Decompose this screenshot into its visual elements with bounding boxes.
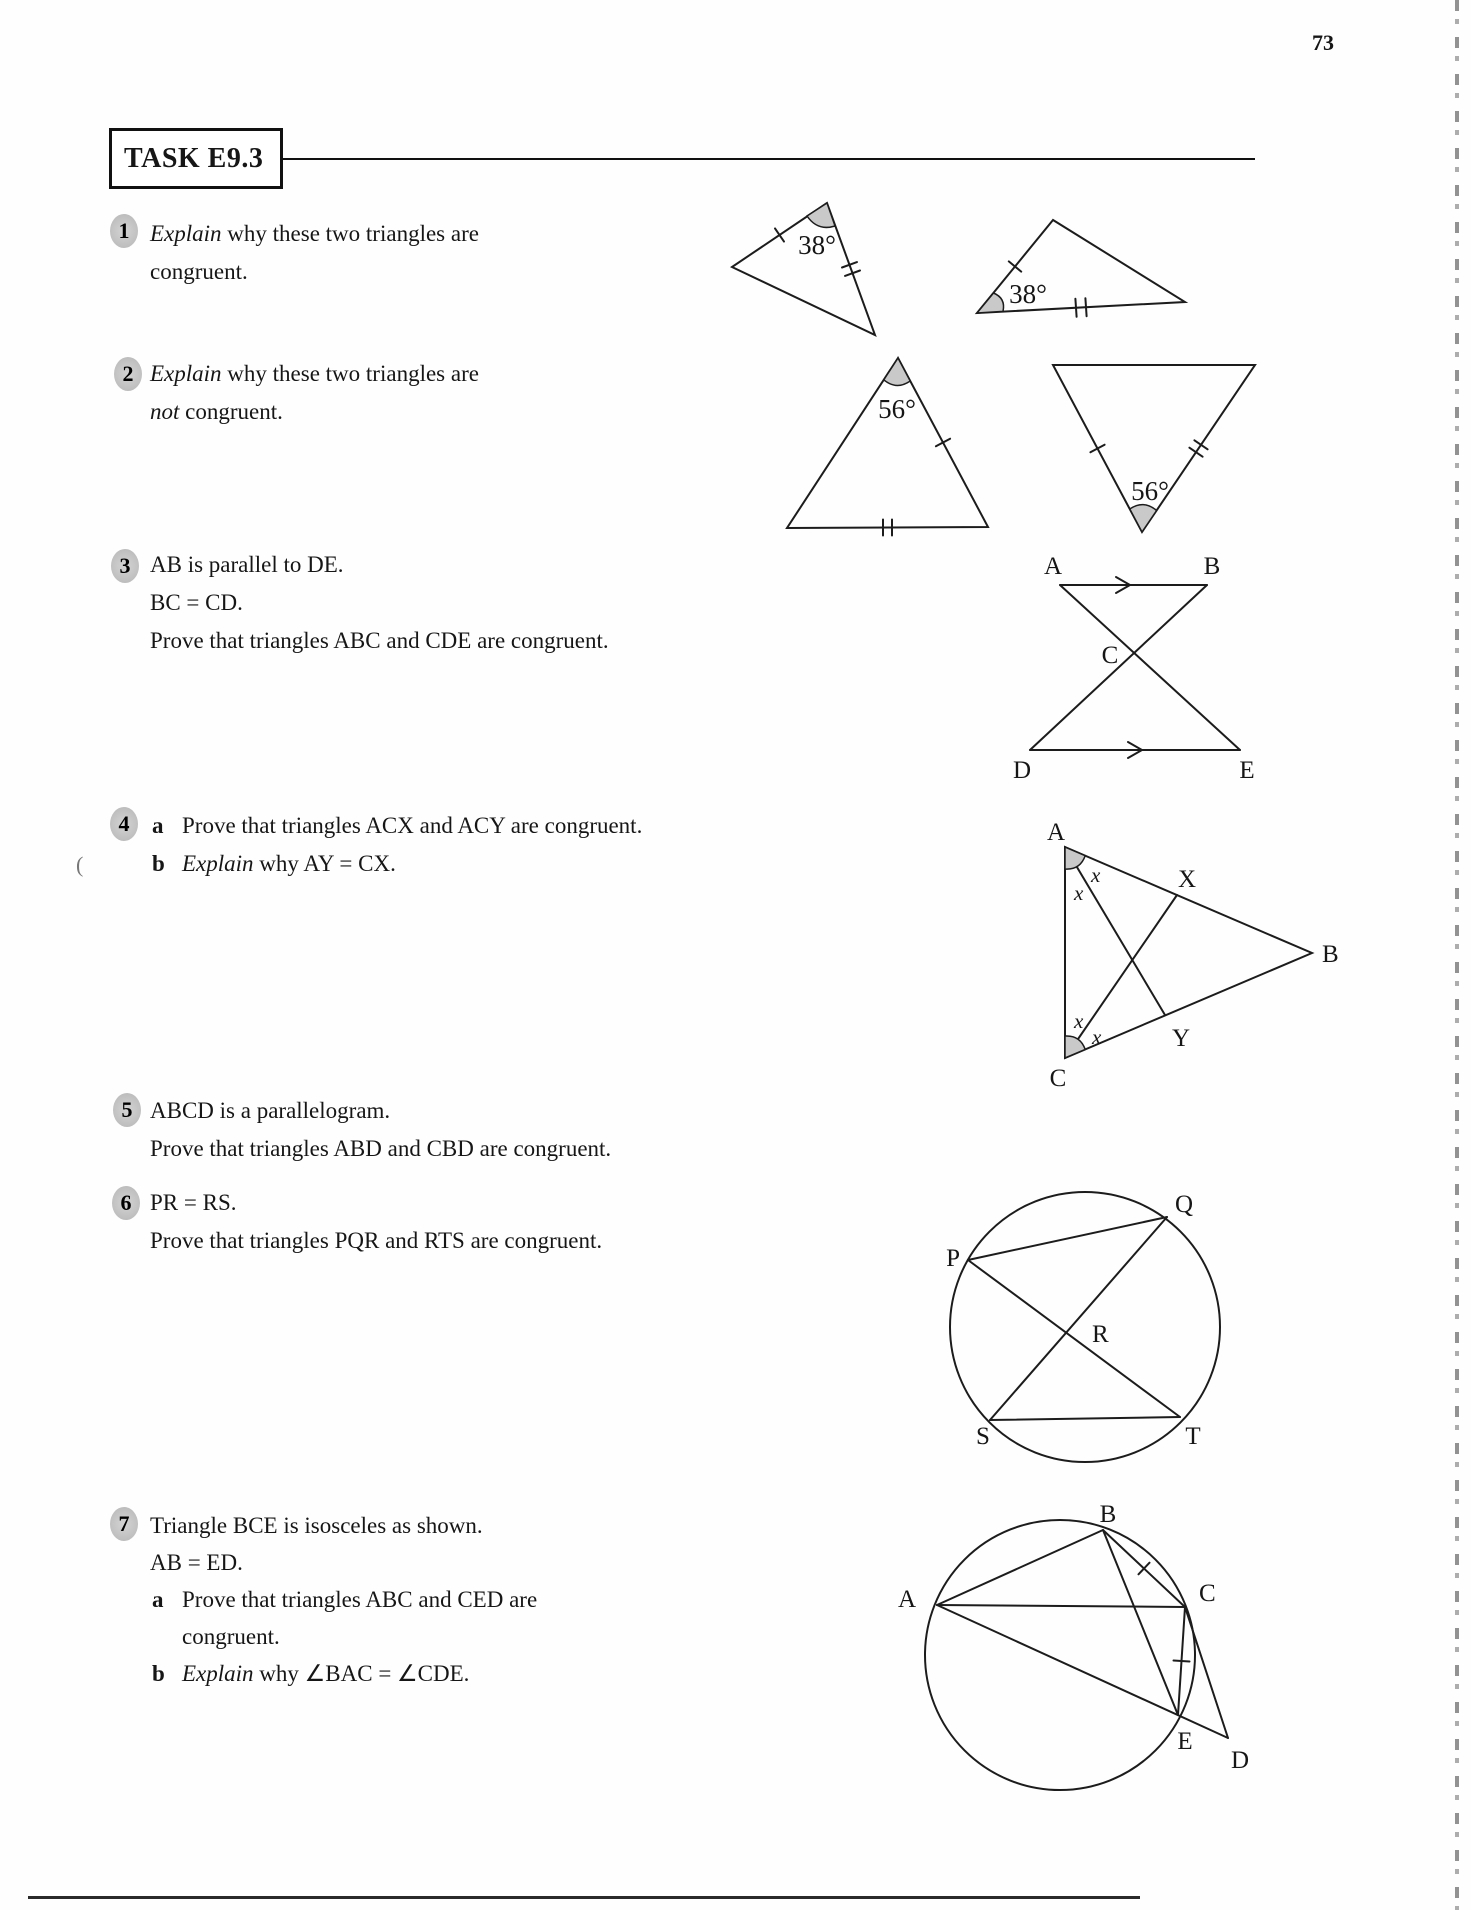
question-1-badge bbox=[110, 214, 138, 248]
point-label-X: X bbox=[1177, 866, 1197, 893]
question-7-number: 7 bbox=[118, 1511, 130, 1536]
scan-artifact-right-edge bbox=[1455, 0, 1459, 1910]
point-label-P: P bbox=[946, 1245, 960, 1272]
point-label-R: R bbox=[1092, 1321, 1109, 1348]
question-4-number: 4 bbox=[118, 811, 130, 836]
triangle-1-outline bbox=[732, 203, 875, 335]
angle-label-56-left: 56° bbox=[878, 394, 916, 424]
tick-mark bbox=[1174, 1661, 1190, 1662]
question-2-rest: why these two triangles are bbox=[221, 361, 479, 386]
question-5-line-1: ABCD is a parallelogram. bbox=[150, 1098, 391, 1123]
item-b-rest: why AY = CX. bbox=[253, 851, 396, 876]
figure-q1-triangles bbox=[590, 160, 1210, 345]
angle-x-label-1: x bbox=[1091, 863, 1101, 887]
task-title-box bbox=[109, 128, 283, 189]
segment-AY bbox=[1065, 847, 1165, 1015]
question-7-item-a bbox=[152, 1586, 537, 1614]
question-2-line-2 bbox=[150, 398, 283, 426]
question-3-line-1: AB is parallel to DE. bbox=[150, 552, 344, 577]
item-a-label: a bbox=[152, 1587, 164, 1612]
tick-mark bbox=[1090, 445, 1104, 453]
question-3-number: 3 bbox=[119, 553, 131, 578]
segment-AB bbox=[937, 1530, 1103, 1605]
figure-q7-circle bbox=[895, 1495, 1280, 1815]
scan-artifact-bottom-line bbox=[28, 1896, 1140, 1899]
chord-QS bbox=[990, 1217, 1167, 1420]
task-title: TASK E9.3 bbox=[124, 142, 264, 174]
vertex-label-B: B bbox=[1203, 553, 1221, 580]
tick-mark bbox=[1085, 298, 1086, 316]
question-2-number: 2 bbox=[122, 361, 134, 386]
question-2-badge bbox=[114, 357, 142, 391]
question-2-line2-rest: congruent. bbox=[179, 399, 283, 424]
segment-AC bbox=[937, 1605, 1185, 1607]
tick-mark bbox=[1009, 261, 1021, 271]
circle-outline bbox=[950, 1192, 1220, 1462]
question-5-line-2: Prove that triangles ABD and CBD are congruent. bbox=[150, 1136, 612, 1161]
segment-BE bbox=[1103, 1530, 1178, 1715]
item-b-rest: why ∠BAC = ∠CDE. bbox=[253, 1661, 470, 1686]
question-7-badge bbox=[110, 1507, 138, 1541]
angle-x-label-3: x bbox=[1074, 1009, 1084, 1033]
vertex-label-C: C bbox=[1101, 642, 1119, 669]
figure-q3-parallel-lines bbox=[1010, 550, 1270, 790]
item-a-label: a bbox=[152, 813, 164, 838]
vertex-label-D: D bbox=[1012, 757, 1032, 784]
angle-label-56-right: 56° bbox=[1131, 476, 1169, 506]
item-b-italic: Explain bbox=[182, 851, 254, 876]
vertex-label-E: E bbox=[1177, 1728, 1193, 1755]
item-b-label: b bbox=[152, 1661, 165, 1686]
question-1-number: 1 bbox=[118, 218, 130, 243]
page-number: 73 bbox=[1312, 30, 1334, 55]
vertex-label-B: B bbox=[1322, 941, 1339, 968]
question-7-item-a-cont: congruent. bbox=[182, 1624, 280, 1649]
question-5-badge bbox=[113, 1093, 141, 1127]
question-1-rest: why these two triangles are bbox=[221, 221, 479, 246]
item-a-text-1: Prove that triangles ABC and CED are bbox=[182, 1587, 538, 1612]
angle-x-label-2: x bbox=[1074, 881, 1084, 905]
tick-mark bbox=[1075, 299, 1076, 317]
vertex-label-A: A bbox=[897, 1586, 916, 1613]
chord-PT bbox=[968, 1260, 1180, 1417]
point-label-S: S bbox=[976, 1423, 990, 1450]
question-2-italic: Explain bbox=[150, 361, 222, 386]
vertex-label-B: B bbox=[1099, 1501, 1117, 1528]
figure-q6-circle bbox=[920, 1185, 1250, 1505]
item-a-text: Prove that triangles ACX and ACY are congruent. bbox=[182, 813, 643, 838]
question-3-line-2: BC = CD. bbox=[150, 590, 243, 615]
question-3-line-3: Prove that triangles ABC and CDE are congruent. bbox=[150, 628, 609, 653]
question-3-badge bbox=[111, 549, 139, 583]
triangle-2-outline bbox=[1053, 365, 1255, 532]
point-label-Q: Q bbox=[1174, 1191, 1194, 1218]
segment-BD bbox=[1030, 585, 1207, 750]
vertex-label-A: A bbox=[1043, 553, 1063, 580]
question-6-number: 6 bbox=[120, 1190, 132, 1215]
angle-label-38-right: 38° bbox=[1009, 279, 1047, 309]
question-4-badge bbox=[110, 807, 138, 841]
question-6-line-1: PR = RS. bbox=[150, 1190, 237, 1215]
question-2-not-italic: not bbox=[150, 399, 180, 424]
question-1-line-1 bbox=[150, 220, 479, 248]
question-1-italic: Explain bbox=[150, 221, 222, 246]
question-4-item-b bbox=[152, 850, 396, 878]
vertex-label-C: C bbox=[1199, 1580, 1216, 1607]
question-1-line-2: congruent. bbox=[150, 259, 248, 284]
question-7-line-2: AB = ED. bbox=[150, 1550, 243, 1575]
vertex-label-E: E bbox=[1239, 757, 1255, 784]
tick-mark bbox=[1194, 440, 1207, 449]
question-7-line-1: Triangle BCE is isosceles as shown. bbox=[150, 1513, 483, 1538]
tick-mark bbox=[936, 439, 950, 447]
angle-wedge-38-right bbox=[977, 293, 1004, 313]
point-label-T: T bbox=[1185, 1423, 1201, 1450]
chord-ST bbox=[990, 1417, 1180, 1420]
angle-wedge-38-left bbox=[807, 203, 835, 227]
point-label-Y: Y bbox=[1171, 1025, 1191, 1052]
segment-AE bbox=[1060, 585, 1240, 750]
item-b-label: b bbox=[152, 851, 165, 876]
vertex-label-C: C bbox=[1049, 1065, 1067, 1092]
question-7-item-b bbox=[152, 1660, 469, 1688]
figure-q2-triangles bbox=[620, 350, 1280, 545]
figure-q4-triangle bbox=[1040, 815, 1350, 1095]
vertex-label-D: D bbox=[1230, 1747, 1250, 1774]
angle-label-38-left: 38° bbox=[798, 230, 836, 260]
tick-mark bbox=[1189, 448, 1202, 457]
vertex-label-A: A bbox=[1046, 819, 1066, 846]
tick-mark bbox=[775, 228, 784, 241]
scan-artifact-left-mark: ( bbox=[76, 852, 84, 877]
question-6-badge bbox=[112, 1186, 140, 1220]
question-2-line-1 bbox=[150, 360, 479, 388]
item-b-italic: Explain bbox=[182, 1661, 254, 1686]
segment-CD bbox=[1185, 1607, 1228, 1738]
question-4-item-a bbox=[152, 812, 642, 840]
triangle-1-outline bbox=[787, 358, 988, 528]
question-6-line-2: Prove that triangles PQR and RTS are congruent. bbox=[150, 1228, 603, 1253]
angle-x-label-4: x bbox=[1092, 1025, 1102, 1049]
question-5-number: 5 bbox=[121, 1097, 133, 1122]
